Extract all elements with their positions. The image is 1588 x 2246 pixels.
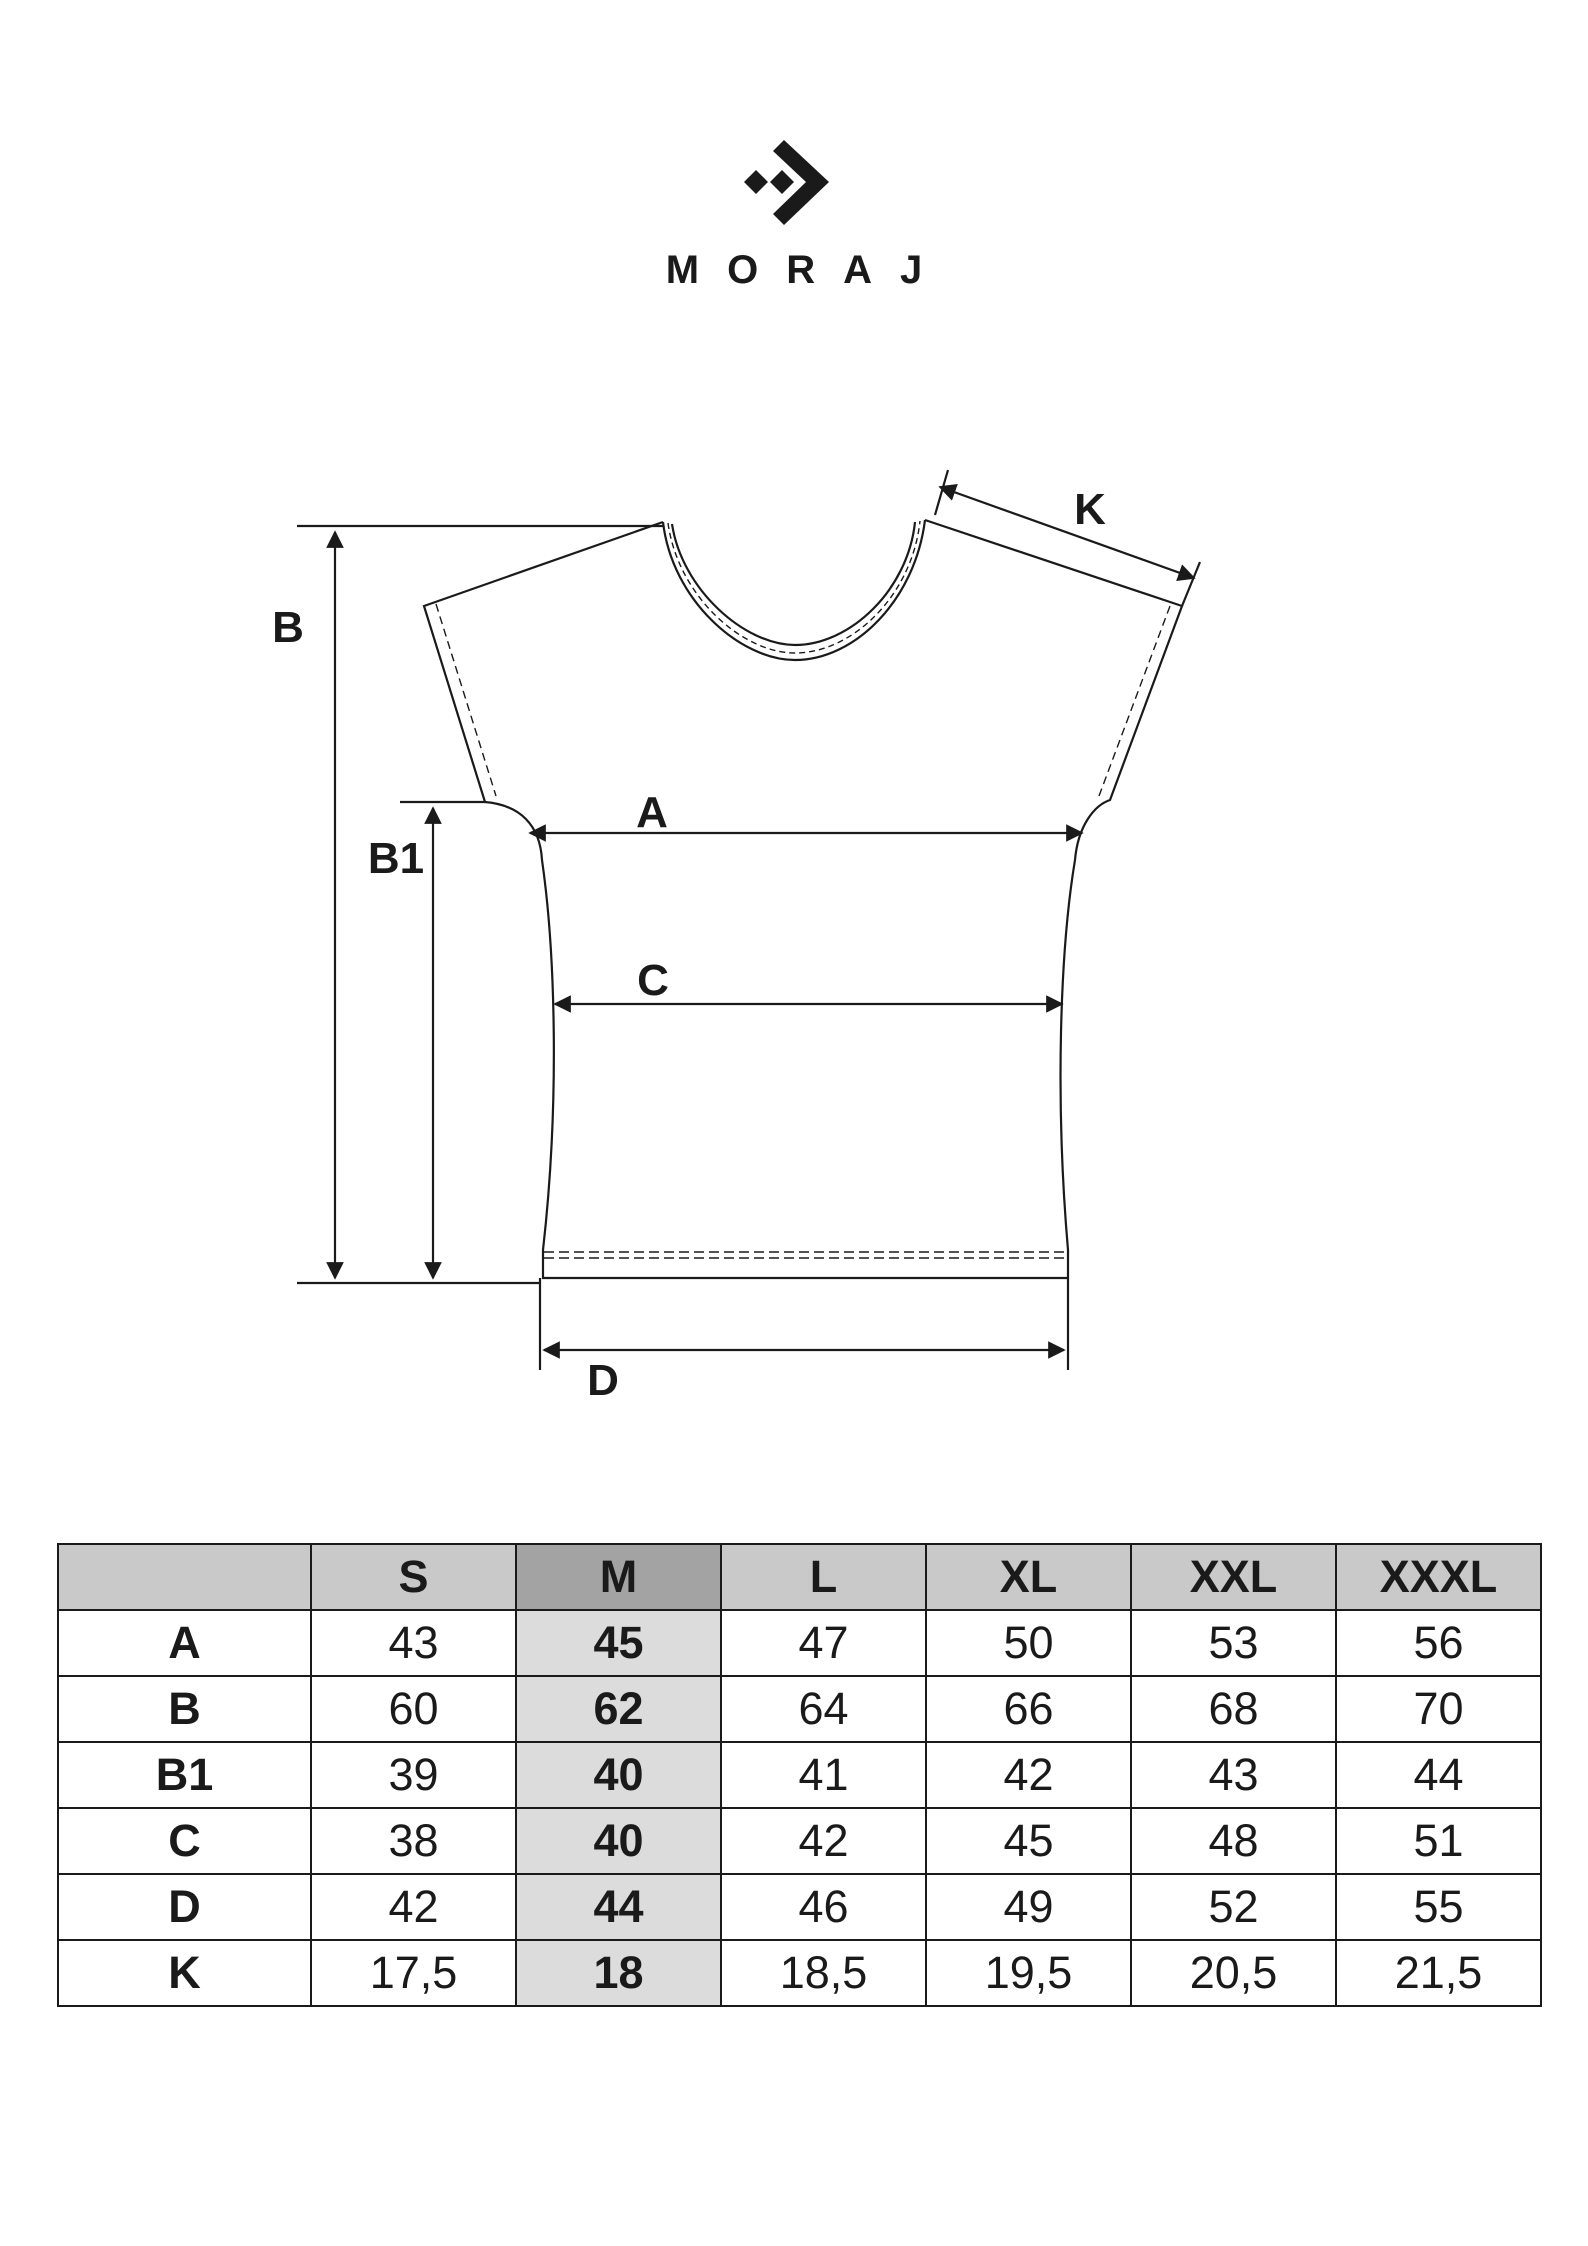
table-cell: 56 — [1336, 1610, 1541, 1676]
table-cell: 42 — [721, 1808, 926, 1874]
row-label: K — [58, 1940, 311, 2006]
table-cell: 60 — [311, 1676, 516, 1742]
table-header-cell: XL — [926, 1544, 1131, 1610]
table-cell-highlighted: 40 — [516, 1808, 721, 1874]
table-cell: 48 — [1131, 1808, 1336, 1874]
table-cell: 18,5 — [721, 1940, 926, 2006]
table-cell: 46 — [721, 1874, 926, 1940]
table-cell: 64 — [721, 1676, 926, 1742]
table-cell: 39 — [311, 1742, 516, 1808]
table-cell-highlighted: 40 — [516, 1742, 721, 1808]
table-cell: 68 — [1131, 1676, 1336, 1742]
table-header-cell: L — [721, 1544, 926, 1610]
table-cell: 19,5 — [926, 1940, 1131, 2006]
table-row — [58, 1874, 1541, 1940]
label-k: K — [1074, 485, 1106, 534]
label-a: A — [636, 788, 668, 837]
table-cell: 17,5 — [311, 1940, 516, 2006]
table-cell: 66 — [926, 1676, 1131, 1742]
table-cell: 41 — [721, 1742, 926, 1808]
table-row — [58, 1808, 1541, 1874]
table-cell: 50 — [926, 1610, 1131, 1676]
table-cell: 42 — [926, 1742, 1131, 1808]
label-c: C — [637, 956, 669, 1005]
table-cell-highlighted: 45 — [516, 1610, 721, 1676]
table-cell: 20,5 — [1131, 1940, 1336, 2006]
table-cell: 43 — [311, 1610, 516, 1676]
table-header-cell-highlighted: M — [516, 1544, 721, 1610]
table-row — [58, 1940, 1541, 2006]
table-cell: 44 — [1336, 1742, 1541, 1808]
table-cell: 53 — [1131, 1610, 1336, 1676]
dimension-labels — [272, 485, 1106, 1405]
table-cell: 43 — [1131, 1742, 1336, 1808]
table-row — [58, 1742, 1541, 1808]
size-chart-table — [57, 1543, 1542, 2007]
measurement-lines — [297, 470, 1200, 1370]
label-d: D — [587, 1356, 619, 1405]
dimension-line-k — [940, 487, 1194, 578]
table-cell-highlighted: 62 — [516, 1676, 721, 1742]
table-header-cell: S — [311, 1544, 516, 1610]
table-cell: 55 — [1336, 1874, 1541, 1940]
row-label: B — [58, 1676, 311, 1742]
table-cell: 52 — [1131, 1874, 1336, 1940]
row-label: B1 — [58, 1742, 311, 1808]
table-cell: 45 — [926, 1808, 1131, 1874]
table-cell-highlighted: 18 — [516, 1940, 721, 2006]
table-header-cell: XXXL — [1336, 1544, 1541, 1610]
table-cell: 42 — [311, 1874, 516, 1940]
table-row — [58, 1610, 1541, 1676]
table-cell: 47 — [721, 1610, 926, 1676]
brand-name: MORAJ — [665, 248, 951, 292]
row-label: A — [58, 1610, 311, 1676]
table-cell: 21,5 — [1336, 1940, 1541, 2006]
table-cell: 51 — [1336, 1808, 1541, 1874]
table-cell: 38 — [311, 1808, 516, 1874]
tshirt-outline — [424, 520, 1182, 1278]
table-header-cell — [58, 1544, 311, 1610]
label-b: B — [272, 603, 304, 652]
row-label: D — [58, 1874, 311, 1940]
table-cell: 70 — [1336, 1676, 1541, 1742]
table-row — [58, 1676, 1541, 1742]
row-label: C — [58, 1808, 311, 1874]
table-cell-highlighted: 44 — [516, 1874, 721, 1940]
label-b1: B1 — [367, 834, 425, 883]
table-cell: 49 — [926, 1874, 1131, 1940]
table-header-cell: XXL — [1131, 1544, 1336, 1610]
table-header-row — [58, 1544, 1541, 1610]
